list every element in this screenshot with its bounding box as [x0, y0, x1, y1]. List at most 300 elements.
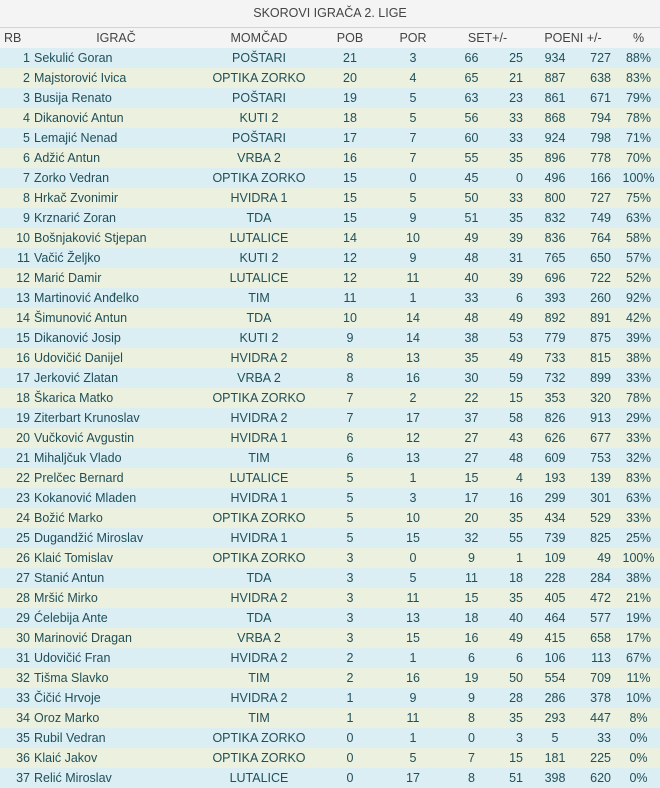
cell-rb: 25: [16, 531, 30, 545]
table-row: [0, 508, 660, 528]
cell-sets-won: 30: [464, 371, 479, 385]
cell-player: Hrkač Zvonimir: [34, 191, 119, 205]
cell-sets-won: 9: [468, 691, 475, 705]
cell-player: Adžić Antun: [34, 151, 101, 165]
cell-sets-lost: 49: [509, 351, 523, 365]
cell-player: Majstorović Ivica: [34, 71, 127, 85]
table-row: [0, 648, 660, 668]
cell-rb: 35: [16, 731, 30, 745]
cell-sets-lost: 48: [509, 451, 523, 465]
cell-team: KUTI 2: [239, 251, 279, 265]
cell-wins: 17: [343, 131, 357, 145]
cell-player: Klaić Tomislav: [34, 551, 113, 565]
cell-rb: 37: [16, 771, 30, 785]
cell-rb: 16: [16, 351, 30, 365]
cell-points-won: 765: [544, 251, 566, 265]
cell-percent: 63%: [625, 211, 652, 225]
cell-player: Stanić Antun: [34, 571, 105, 585]
table-row: [0, 468, 660, 488]
cell-team: LUTALICE: [229, 231, 289, 245]
cell-wins: 7: [346, 411, 354, 425]
cell-points-won: 299: [544, 491, 566, 505]
cell-rb: 10: [16, 231, 30, 245]
cell-player: Sekulić Goran: [34, 51, 113, 65]
cell-percent: 8%: [629, 711, 648, 725]
table-row: [0, 368, 660, 388]
table-row: [0, 588, 660, 608]
cell-rb: 8: [23, 191, 30, 205]
cell-sets-won: 33: [464, 291, 479, 305]
cell-percent: 71%: [625, 131, 652, 145]
cell-sets-lost: 33: [509, 131, 523, 145]
cell-player: Božić Marko: [34, 511, 103, 525]
cell-percent: 25%: [625, 531, 652, 545]
cell-sets-won: 35: [464, 351, 479, 365]
cell-points-won: 286: [544, 691, 566, 705]
cell-team: TIM: [248, 671, 270, 685]
cell-points-won: 739: [544, 531, 566, 545]
table-row: [0, 528, 660, 548]
cell-losses: 15: [406, 631, 420, 645]
cell-losses: 10: [406, 231, 420, 245]
cell-losses: 1: [409, 651, 417, 665]
cell-points-won: 5: [551, 731, 559, 745]
cell-points-won: 832: [544, 211, 566, 225]
cell-losses: 15: [406, 531, 420, 545]
cell-losses: 16: [406, 671, 420, 685]
cell-points-lost: 875: [590, 331, 611, 345]
cell-points-won: 393: [544, 291, 566, 305]
cell-player: Mršić Mirko: [34, 591, 98, 605]
cell-player: Martinović Anđelko: [34, 291, 139, 305]
cell-sets-won: 63: [464, 91, 479, 105]
cell-losses: 17: [406, 771, 420, 785]
cell-points-lost: 815: [590, 351, 611, 365]
cell-player: Čičić Hrvoje: [34, 691, 101, 705]
cell-sets-lost: 50: [509, 671, 523, 685]
table-row: [0, 108, 660, 128]
cell-sets-lost: 58: [509, 411, 523, 425]
cell-rb: 14: [16, 311, 30, 325]
cell-sets-won: 49: [464, 231, 479, 245]
cell-sets-lost: 6: [516, 291, 523, 305]
cell-points-lost: 139: [590, 471, 611, 485]
cell-team: LUTALICE: [229, 771, 289, 785]
cell-team: TDA: [246, 611, 272, 625]
cell-wins: 3: [346, 571, 354, 585]
cell-wins: 9: [346, 331, 354, 345]
cell-player: Mihaljčuk Vlado: [34, 451, 122, 465]
cell-player: Kokanović Mladen: [34, 491, 137, 505]
cell-percent: 63%: [625, 491, 652, 505]
cell-sets-won: 7: [468, 751, 475, 765]
cell-team: OPTIKA ZORKO: [212, 391, 306, 405]
table-row: [0, 268, 660, 288]
cell-team: POŠTARI: [232, 131, 286, 145]
cell-sets-won: 48: [464, 251, 479, 265]
cell-losses: 9: [409, 691, 417, 705]
cell-rb: 22: [16, 471, 30, 485]
cell-points-won: 896: [544, 151, 566, 165]
cell-points-won: 924: [544, 131, 566, 145]
cell-losses: 13: [406, 451, 420, 465]
cell-sets-won: 37: [464, 411, 479, 425]
cell-sets-lost: 16: [509, 491, 523, 505]
cell-wins: 15: [343, 171, 357, 185]
cell-sets-lost: 31: [509, 251, 523, 265]
scores-table: [0, 28, 660, 788]
table-row: [0, 168, 660, 188]
cell-points-won: 181: [544, 751, 566, 765]
cell-rb: 26: [16, 551, 30, 565]
cell-team: HVIDRA 1: [230, 531, 288, 545]
table-row: [0, 628, 660, 648]
cell-losses: 1: [409, 731, 417, 745]
cell-team: TIM: [248, 291, 270, 305]
cell-points-won: 892: [544, 311, 566, 325]
cell-sets-lost: 49: [509, 311, 523, 325]
cell-points-lost: 577: [590, 611, 611, 625]
cell-points-lost: 891: [590, 311, 611, 325]
cell-losses: 11: [406, 271, 420, 285]
cell-sets-lost: 35: [509, 711, 523, 725]
cell-points-won: 193: [544, 471, 566, 485]
cell-points-lost: 753: [590, 451, 611, 465]
cell-losses: 2: [409, 391, 417, 405]
cell-rb: 5: [23, 131, 30, 145]
cell-rb: 4: [23, 111, 30, 125]
cell-sets-won: 48: [464, 311, 479, 325]
cell-points-lost: 658: [590, 631, 611, 645]
cell-rb: 11: [17, 251, 30, 265]
cell-percent: 67%: [625, 651, 652, 665]
cell-losses: 1: [409, 291, 417, 305]
cell-wins: 0: [346, 731, 354, 745]
cell-player: Škarica Matko: [34, 391, 114, 405]
cell-player: Vučković Avgustin: [34, 431, 135, 445]
cell-points-won: 464: [544, 611, 566, 625]
cell-percent: 11%: [626, 671, 651, 685]
cell-player: Dikanović Antun: [34, 111, 124, 125]
cell-points-won: 826: [544, 411, 566, 425]
cell-sets-lost: 3: [516, 731, 523, 745]
cell-points-lost: 620: [590, 771, 611, 785]
cell-wins: 5: [346, 491, 354, 505]
cell-sets-lost: 18: [509, 571, 523, 585]
table-row: [0, 328, 660, 348]
cell-percent: 78%: [625, 391, 652, 405]
cell-wins: 5: [346, 471, 354, 485]
cell-points-won: 733: [544, 351, 566, 365]
cell-points-lost: 671: [590, 91, 611, 105]
cell-wins: 20: [343, 71, 357, 85]
cell-sets-lost: 35: [509, 511, 523, 525]
cell-rb: 3: [23, 91, 30, 105]
cell-percent: 52%: [625, 271, 652, 285]
cell-wins: 2: [346, 651, 354, 665]
cell-wins: 10: [343, 311, 357, 325]
cell-sets-won: 55: [464, 151, 479, 165]
cell-sets-won: 19: [464, 671, 479, 685]
cell-wins: 11: [343, 291, 357, 305]
cell-sets-won: 66: [464, 51, 479, 65]
cell-team: TDA: [246, 211, 272, 225]
cell-player: Lemajić Nenad: [34, 131, 118, 145]
cell-points-lost: 378: [590, 691, 611, 705]
cell-points-won: 353: [544, 391, 566, 405]
cell-rb: 19: [16, 411, 30, 425]
table-row: [0, 728, 660, 748]
cell-points-lost: 447: [590, 711, 611, 725]
cell-sets-lost: 51: [509, 771, 523, 785]
cell-percent: 58%: [625, 231, 652, 245]
cell-wins: 12: [343, 271, 357, 285]
cell-sets-lost: 53: [509, 331, 523, 345]
cell-sets-won: 15: [464, 471, 479, 485]
cell-points-lost: 709: [590, 671, 611, 685]
table-row: [0, 448, 660, 468]
cell-losses: 1: [409, 471, 417, 485]
cell-player: Šimunović Antun: [34, 311, 128, 325]
cell-losses: 10: [406, 511, 420, 525]
cell-wins: 3: [346, 631, 354, 645]
table-row: [0, 428, 660, 448]
cell-losses: 11: [406, 591, 420, 605]
header-momcad: MOMČAD: [230, 31, 288, 45]
cell-percent: 0%: [629, 771, 648, 785]
cell-points-won: 934: [544, 51, 566, 65]
cell-rb: 12: [16, 271, 30, 285]
cell-wins: 0: [346, 771, 354, 785]
cell-sets-won: 45: [464, 171, 479, 185]
cell-points-lost: 529: [590, 511, 611, 525]
cell-wins: 15: [343, 211, 357, 225]
cell-sets-won: 9: [468, 551, 475, 565]
cell-team: VRBA 2: [237, 151, 281, 165]
cell-wins: 8: [346, 371, 354, 385]
cell-rb: 34: [16, 711, 30, 725]
cell-rb: 7: [23, 171, 30, 185]
cell-points-lost: 677: [590, 431, 611, 445]
cell-player: Busija Renato: [34, 91, 112, 105]
cell-sets-won: 11: [465, 571, 478, 585]
cell-sets-lost: 28: [509, 691, 523, 705]
cell-losses: 3: [409, 491, 417, 505]
cell-team: HVIDRA 1: [230, 431, 288, 445]
cell-team: KUTI 2: [239, 111, 279, 125]
cell-sets-won: 27: [464, 451, 479, 465]
cell-sets-won: 8: [468, 771, 475, 785]
cell-percent: 33%: [625, 431, 652, 445]
cell-losses: 7: [409, 151, 417, 165]
cell-percent: 33%: [625, 511, 652, 525]
cell-wins: 1: [346, 711, 354, 725]
table-row: [0, 388, 660, 408]
cell-sets-lost: 4: [516, 471, 523, 485]
cell-points-lost: 320: [590, 391, 611, 405]
cell-sets-won: 60: [464, 131, 479, 145]
cell-percent: 83%: [625, 71, 652, 85]
cell-sets-won: 65: [464, 71, 479, 85]
cell-player: Zorko Vedran: [34, 171, 110, 185]
cell-points-lost: 301: [590, 491, 611, 505]
cell-sets-won: 15: [464, 591, 479, 605]
cell-sets-lost: 59: [509, 371, 523, 385]
header-igrac: IGRAČ: [96, 31, 136, 45]
cell-points-lost: 284: [590, 571, 611, 585]
cell-losses: 9: [409, 211, 417, 225]
cell-team: VRBA 2: [237, 631, 281, 645]
cell-points-won: 696: [544, 271, 566, 285]
cell-sets-lost: 1: [516, 551, 523, 565]
cell-wins: 8: [346, 351, 354, 365]
cell-losses: 16: [406, 371, 420, 385]
cell-rb: 28: [16, 591, 30, 605]
cell-points-lost: 225: [590, 751, 611, 765]
cell-player: Dugandžić Miroslav: [34, 531, 144, 545]
cell-sets-won: 27: [464, 431, 479, 445]
header-por: POR: [399, 31, 427, 45]
cell-rb: 32: [16, 671, 30, 685]
cell-wins: 7: [346, 391, 354, 405]
cell-losses: 5: [409, 191, 417, 205]
cell-team: OPTIKA ZORKO: [212, 751, 306, 765]
cell-team: TDA: [246, 571, 272, 585]
header-pob: POB: [336, 31, 364, 45]
table-row: [0, 88, 660, 108]
cell-wins: 6: [346, 431, 354, 445]
cell-points-lost: 727: [590, 51, 611, 65]
cell-rb: 23: [16, 491, 30, 505]
table-row: [0, 748, 660, 768]
cell-player: Krznarić Zoran: [34, 211, 116, 225]
table-row: [0, 308, 660, 328]
table-row: [0, 568, 660, 588]
table-row: [0, 288, 660, 308]
cell-team: OPTIKA ZORKO: [212, 731, 306, 745]
cell-points-won: 228: [544, 571, 566, 585]
cell-wins: 19: [343, 91, 357, 105]
cell-sets-won: 56: [464, 111, 479, 125]
cell-sets-lost: 43: [509, 431, 523, 445]
cell-rb: 6: [23, 151, 30, 165]
cell-player: Vačić Željko: [34, 251, 101, 265]
table-row: [0, 228, 660, 248]
cell-points-won: 434: [544, 511, 566, 525]
cell-points-lost: 49: [597, 551, 611, 565]
cell-wins: 1: [346, 691, 354, 705]
cell-wins: 6: [346, 451, 354, 465]
cell-wins: 5: [346, 511, 354, 525]
cell-percent: 0%: [629, 751, 648, 765]
cell-sets-lost: 0: [516, 171, 523, 185]
cell-team: OPTIKA ZORKO: [212, 171, 306, 185]
table-row: [0, 408, 660, 428]
cell-percent: 79%: [625, 91, 652, 105]
cell-rb: 13: [16, 291, 30, 305]
cell-sets-lost: 33: [509, 191, 523, 205]
cell-losses: 17: [406, 411, 420, 425]
cell-percent: 0%: [629, 731, 648, 745]
table-row: [0, 688, 660, 708]
cell-points-won: 779: [544, 331, 566, 345]
cell-losses: 0: [409, 551, 417, 565]
cell-percent: 29%: [625, 411, 652, 425]
cell-points-lost: 825: [590, 531, 611, 545]
cell-points-won: 861: [544, 91, 566, 105]
cell-losses: 5: [409, 111, 417, 125]
cell-points-lost: 899: [590, 371, 611, 385]
cell-sets-won: 17: [464, 491, 479, 505]
cell-points-lost: 794: [590, 111, 611, 125]
cell-points-won: 868: [544, 111, 566, 125]
cell-rb: 21: [16, 451, 30, 465]
cell-player: Jerković Zlatan: [34, 371, 119, 385]
cell-rb: 30: [16, 631, 30, 645]
cell-points-lost: 113: [591, 651, 611, 665]
cell-player: Rubil Vedran: [34, 731, 106, 745]
cell-sets-won: 8: [468, 711, 475, 725]
cell-percent: 38%: [625, 571, 652, 585]
cell-team: HVIDRA 1: [230, 491, 288, 505]
cell-losses: 9: [409, 251, 417, 265]
cell-team: HVIDRA 1: [230, 191, 288, 205]
cell-sets-lost: 35: [509, 211, 523, 225]
cell-team: LUTALICE: [229, 271, 289, 285]
cell-rb: 1: [23, 51, 30, 65]
cell-points-lost: 778: [590, 151, 611, 165]
cell-percent: 75%: [625, 191, 652, 205]
cell-percent: 10%: [625, 691, 652, 705]
cell-team: HVIDRA 2: [230, 351, 288, 365]
table-row: [0, 668, 660, 688]
cell-percent: 70%: [625, 151, 652, 165]
cell-team: VRBA 2: [237, 371, 281, 385]
cell-player: Klaić Jakov: [34, 751, 98, 765]
sheet-title: SKOROVI IGRAČA 2. LIGE: [0, 0, 660, 28]
cell-percent: 88%: [625, 51, 652, 65]
cell-losses: 5: [409, 571, 417, 585]
cell-team: KUTI 2: [239, 331, 279, 345]
cell-losses: 5: [409, 751, 417, 765]
cell-losses: 14: [406, 311, 420, 325]
cell-percent: 78%: [625, 111, 652, 125]
cell-rb: 36: [16, 751, 30, 765]
cell-team: TDA: [246, 311, 272, 325]
cell-player: Bošnjaković Stjepan: [34, 231, 147, 245]
cell-sets-won: 40: [464, 271, 479, 285]
cell-sets-won: 51: [464, 211, 479, 225]
cell-player: Ziterbart Krunoslav: [34, 411, 140, 425]
table-row: [0, 248, 660, 268]
cell-losses: 3: [409, 51, 417, 65]
cell-losses: 0: [409, 171, 417, 185]
cell-percent: 38%: [625, 351, 652, 365]
cell-points-lost: 472: [590, 591, 611, 605]
cell-percent: 100%: [622, 551, 655, 565]
table-row: [0, 768, 660, 788]
cell-sets-lost: 23: [509, 91, 523, 105]
header-rb: RB: [4, 31, 22, 45]
table-header-row: [0, 28, 660, 48]
header-set: SET+/-: [467, 31, 508, 45]
cell-percent: 42%: [625, 311, 652, 325]
cell-losses: 4: [409, 71, 417, 85]
cell-points-won: 887: [544, 71, 566, 85]
cell-player: Dikanović Josip: [34, 331, 121, 345]
cell-sets-won: 20: [464, 511, 479, 525]
cell-player: Marić Damir: [34, 271, 102, 285]
